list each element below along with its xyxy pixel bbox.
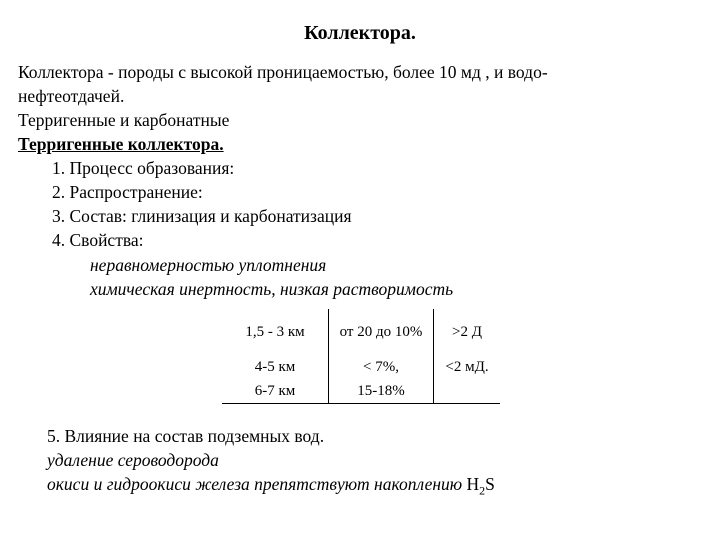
- section-heading: Терригенные коллектора.: [18, 134, 224, 154]
- h2s-sub: 2: [479, 483, 486, 498]
- table-row: [222, 355, 500, 379]
- porosity-cell: < 7%,: [329, 355, 434, 379]
- list-item: 1. Процесс образования:: [52, 158, 235, 178]
- h2s-s: S: [485, 474, 495, 494]
- depth-cell: 1,5 - 3 км: [222, 309, 329, 355]
- item-5: 5. Влияние на состав подземных вод.: [47, 426, 325, 446]
- intro-line-2: нефтеотдачей.: [18, 86, 125, 106]
- depth-cell: 6-7 км: [222, 379, 329, 404]
- property-line: неравномерностью уплотнения: [90, 255, 327, 275]
- porosity-cell: от 20 до 10%: [329, 309, 434, 355]
- porosity-cell: 15-18%: [329, 379, 434, 404]
- table-row: [222, 379, 500, 404]
- h2s-formula: [466, 474, 495, 498]
- permeability-cell: >2 Д: [452, 323, 482, 340]
- property-line: химическая инертность, низкая растворимость: [90, 279, 454, 299]
- effect-line-2-text: окиси и гидроокиси железа препятствуют накоплению: [47, 474, 467, 494]
- permeability-cell: [434, 379, 501, 404]
- effect-line-1: удаление сероводорода: [47, 450, 219, 470]
- effect-line-2: [47, 472, 495, 503]
- properties-table: [222, 309, 500, 404]
- list-item: 2. Распространение:: [52, 182, 203, 202]
- depth-cell: 4-5 км: [222, 355, 329, 379]
- list-item: 4. Свойства:: [52, 230, 144, 250]
- intro-line-3: Терригенные и карбонатные: [18, 110, 230, 130]
- list-item: 3. Состав: глинизация и карбонатизация: [52, 206, 352, 226]
- h2s-h: H: [466, 474, 480, 494]
- intro-line-1: Коллектора - породы с высокой проницаемостью, более 10 мд , и водо-: [18, 62, 548, 82]
- table-row: [222, 309, 500, 355]
- page-title: Коллектора.: [304, 22, 416, 44]
- permeability-cell: <2 мД.: [445, 358, 489, 375]
